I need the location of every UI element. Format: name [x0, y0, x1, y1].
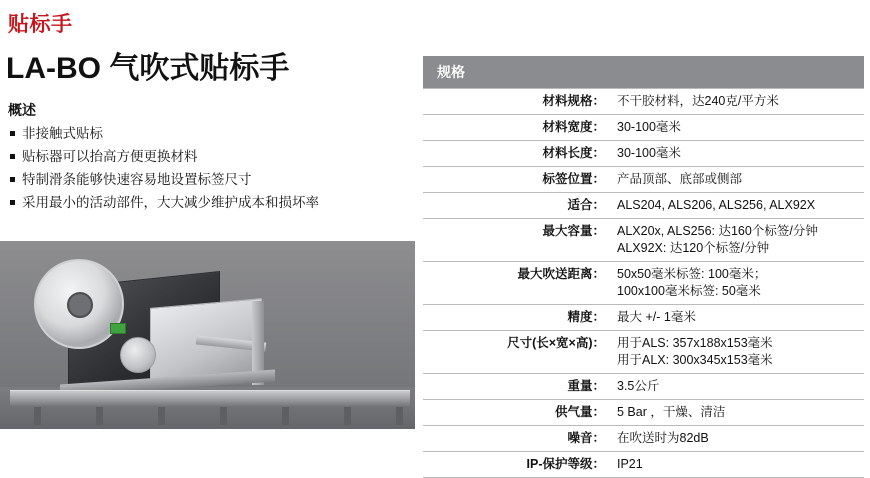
spec-value-line: 不干胶材料，达240克/平方米	[617, 94, 779, 108]
table-row	[423, 167, 864, 193]
spec-value-line: 产品顶部、底部或侧部	[617, 172, 743, 186]
spec-label: 材料宽度：	[423, 115, 611, 141]
table-row	[423, 400, 864, 426]
table-row	[423, 115, 864, 141]
specifications-table	[423, 56, 864, 478]
product-photo	[0, 241, 415, 429]
feature-bullet-list	[8, 122, 408, 214]
spec-label: 尺寸(长×宽×高)：	[423, 331, 611, 374]
left-column	[0, 0, 415, 429]
spec-value	[611, 141, 864, 167]
spec-value-line: 30-100毫米	[617, 146, 681, 160]
rewind-reel	[120, 337, 156, 373]
spec-value-line: ALS204, ALS206, ALS256, ALX92X	[617, 198, 816, 212]
spec-value-line: 30-100毫米	[617, 120, 681, 134]
spec-label: 供气量：	[423, 400, 611, 426]
table-row	[423, 89, 864, 115]
spec-value	[611, 331, 864, 374]
product-kicker: 贴标手	[8, 13, 73, 36]
spec-value	[611, 452, 864, 478]
spec-value	[611, 167, 864, 193]
page-title: LA-BO 气吹式贴标手	[6, 52, 290, 85]
table-row	[423, 193, 864, 219]
spec-value	[611, 374, 864, 400]
spec-label: 最大吹送距离：	[423, 262, 611, 305]
table-row	[423, 141, 864, 167]
spec-value-line: ALX20x, ALS256: 达160个标签/分钟	[617, 224, 818, 238]
table-row	[423, 219, 864, 262]
spec-value	[611, 305, 864, 331]
table-row	[423, 262, 864, 305]
spec-value-line: 3.5公斤	[617, 379, 660, 393]
specifications-panel	[423, 56, 864, 478]
spec-value	[611, 426, 864, 452]
list-item: 采用最小的活动部件，大大减少维护成本和损坏率	[8, 191, 408, 214]
spec-label: 标签位置：	[423, 167, 611, 193]
table-row	[423, 374, 864, 400]
spec-label: 噪音：	[423, 426, 611, 452]
list-item: 贴标器可以抬高方便更换材料	[8, 145, 408, 168]
table-row	[423, 305, 864, 331]
spec-label: 材料长度：	[423, 141, 611, 167]
spec-value	[611, 262, 864, 305]
spec-value-line: 5 Bar ，干燥、清洁	[617, 405, 726, 419]
spec-value-line: 用于ALX: 300x345x153毫米	[617, 353, 773, 367]
spec-value-line: IP21	[617, 457, 643, 471]
spec-label: 适合：	[423, 193, 611, 219]
spec-value	[611, 115, 864, 141]
spec-table-body	[423, 89, 864, 478]
spec-value-line: 用于ALS: 357x188x153毫米	[617, 336, 773, 350]
spec-table-header: 规格	[423, 56, 864, 89]
table-row	[423, 331, 864, 374]
spec-value	[611, 193, 864, 219]
spec-label: 材料规格：	[423, 89, 611, 115]
spec-value-line: 100x100毫米标签: 50毫米	[617, 284, 761, 298]
label-reel	[34, 259, 124, 349]
conveyor-legs	[10, 405, 410, 425]
list-item: 特制滑条能够快速容易地设置标签尺寸	[8, 168, 408, 191]
spec-value-line: 50x50毫米标签: 100毫米；	[617, 267, 767, 281]
table-row	[423, 426, 864, 452]
spec-value-line: ALX92X: 达120个标签/分钟	[617, 241, 770, 255]
spec-label: 最大容量：	[423, 219, 611, 262]
table-row	[423, 452, 864, 478]
status-led-icon	[110, 323, 126, 334]
spec-value	[611, 219, 864, 262]
overview-heading: 概述	[8, 102, 36, 118]
spec-label: 重量：	[423, 374, 611, 400]
spec-value	[611, 400, 864, 426]
spec-value	[611, 89, 864, 115]
spec-label: 精度：	[423, 305, 611, 331]
spec-label: IP-保护等级：	[423, 452, 611, 478]
spec-value-line: 在吹送时为82dB	[617, 431, 709, 445]
spec-value-line: 最大 +/- 1毫米	[617, 310, 696, 324]
list-item: 非接触式贴标	[8, 122, 408, 145]
